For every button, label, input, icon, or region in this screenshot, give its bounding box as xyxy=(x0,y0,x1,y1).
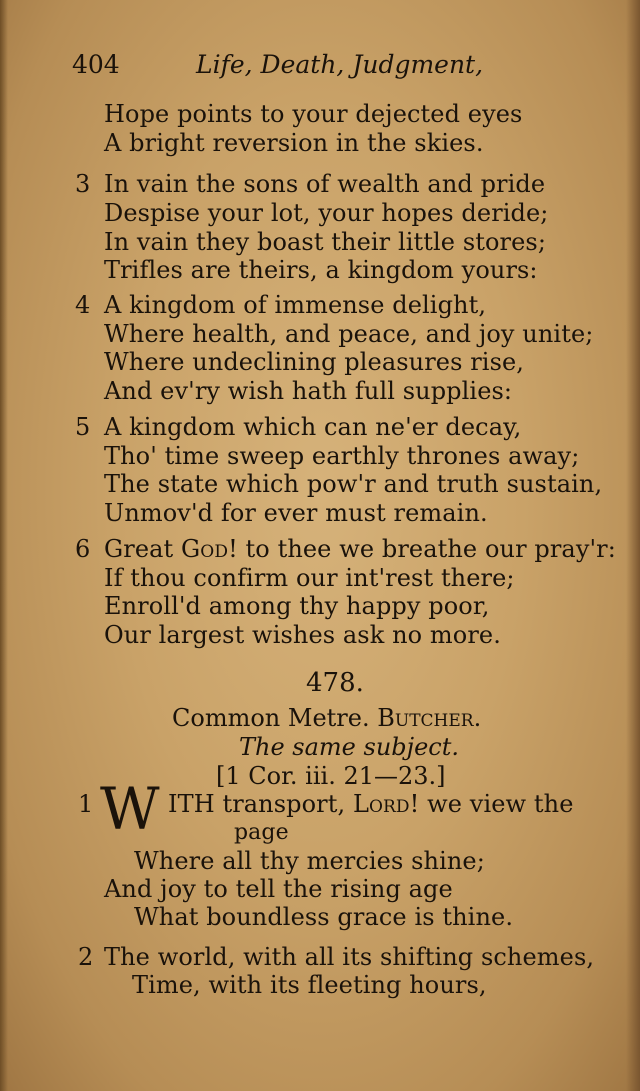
verse-line: Where undeclining pleasures rise, xyxy=(104,348,525,376)
stanza-number: 3 xyxy=(75,170,91,198)
page-number: 404 xyxy=(72,50,120,79)
stanza-number: 5 xyxy=(75,413,91,441)
hymn-subject: The same subject. xyxy=(239,733,460,761)
composer-name: Butcher. xyxy=(377,704,482,732)
hymn-metre: Common Metre. Butcher. xyxy=(172,704,482,732)
verse-number: 2 xyxy=(78,943,94,971)
verse-line: The world, with all its shifting schemes, xyxy=(104,943,595,971)
verse-line: Despise your lot, your hopes deride; xyxy=(104,199,549,227)
verse-line: Tho' time sweep earthly thrones away; xyxy=(104,442,580,470)
verse-line: Where health, and peace, and joy unite; xyxy=(104,320,594,348)
verse-line: Our largest wishes ask no more. xyxy=(104,621,501,649)
page-edge-shadow-right xyxy=(626,0,640,1091)
verse-line: Enroll'd among thy happy poor, xyxy=(104,592,490,620)
verse-line: Trifles are theirs, a kingdom yours: xyxy=(104,256,538,284)
verse-line: Hope points to your dejected eyes xyxy=(104,100,523,128)
drop-cap: W xyxy=(100,775,160,843)
verse-line: If thou confirm our int'rest there; xyxy=(104,564,515,592)
verse-line: Where all thy mercies shine; xyxy=(134,847,485,875)
divine-name: Lord xyxy=(352,790,410,818)
running-title: Life, Death, Judgment, xyxy=(196,50,484,79)
verse-line: Great God! to thee we breathe our pray'r: xyxy=(104,535,616,563)
verse-line: A kingdom which can ne'er decay, xyxy=(104,413,522,441)
divine-name: God xyxy=(181,535,229,563)
verse-line: ITH transport, Lord! we view the xyxy=(168,790,574,818)
verse-line: In vain they boast their little stores; xyxy=(104,228,547,256)
hymn-number: 478. xyxy=(306,668,364,698)
verse-line: What boundless grace is thine. xyxy=(134,903,514,931)
verse-line-wrap: page xyxy=(234,820,289,845)
verse-line: A kingdom of immense delight, xyxy=(104,291,487,319)
page-edge-shadow-left xyxy=(0,0,8,1091)
verse-line: And ev'ry wish hath full supplies: xyxy=(104,377,513,405)
stanza-number: 6 xyxy=(75,535,91,563)
verse-number: 1 xyxy=(78,790,94,818)
verse-line: Unmov'd for ever must remain. xyxy=(104,499,488,527)
scripture-reference: [1 Cor. iii. 21—23.] xyxy=(216,762,446,790)
verse-line: The state which pow'r and truth sustain, xyxy=(104,470,603,498)
verse-line: And joy to tell the rising age xyxy=(104,875,453,903)
verse-line: Time, with its fleeting hours, xyxy=(132,971,487,999)
verse-line: In vain the sons of wealth and pride xyxy=(104,170,546,198)
stanza-number: 4 xyxy=(75,291,91,319)
verse-line: A bright reversion in the skies. xyxy=(104,129,484,157)
